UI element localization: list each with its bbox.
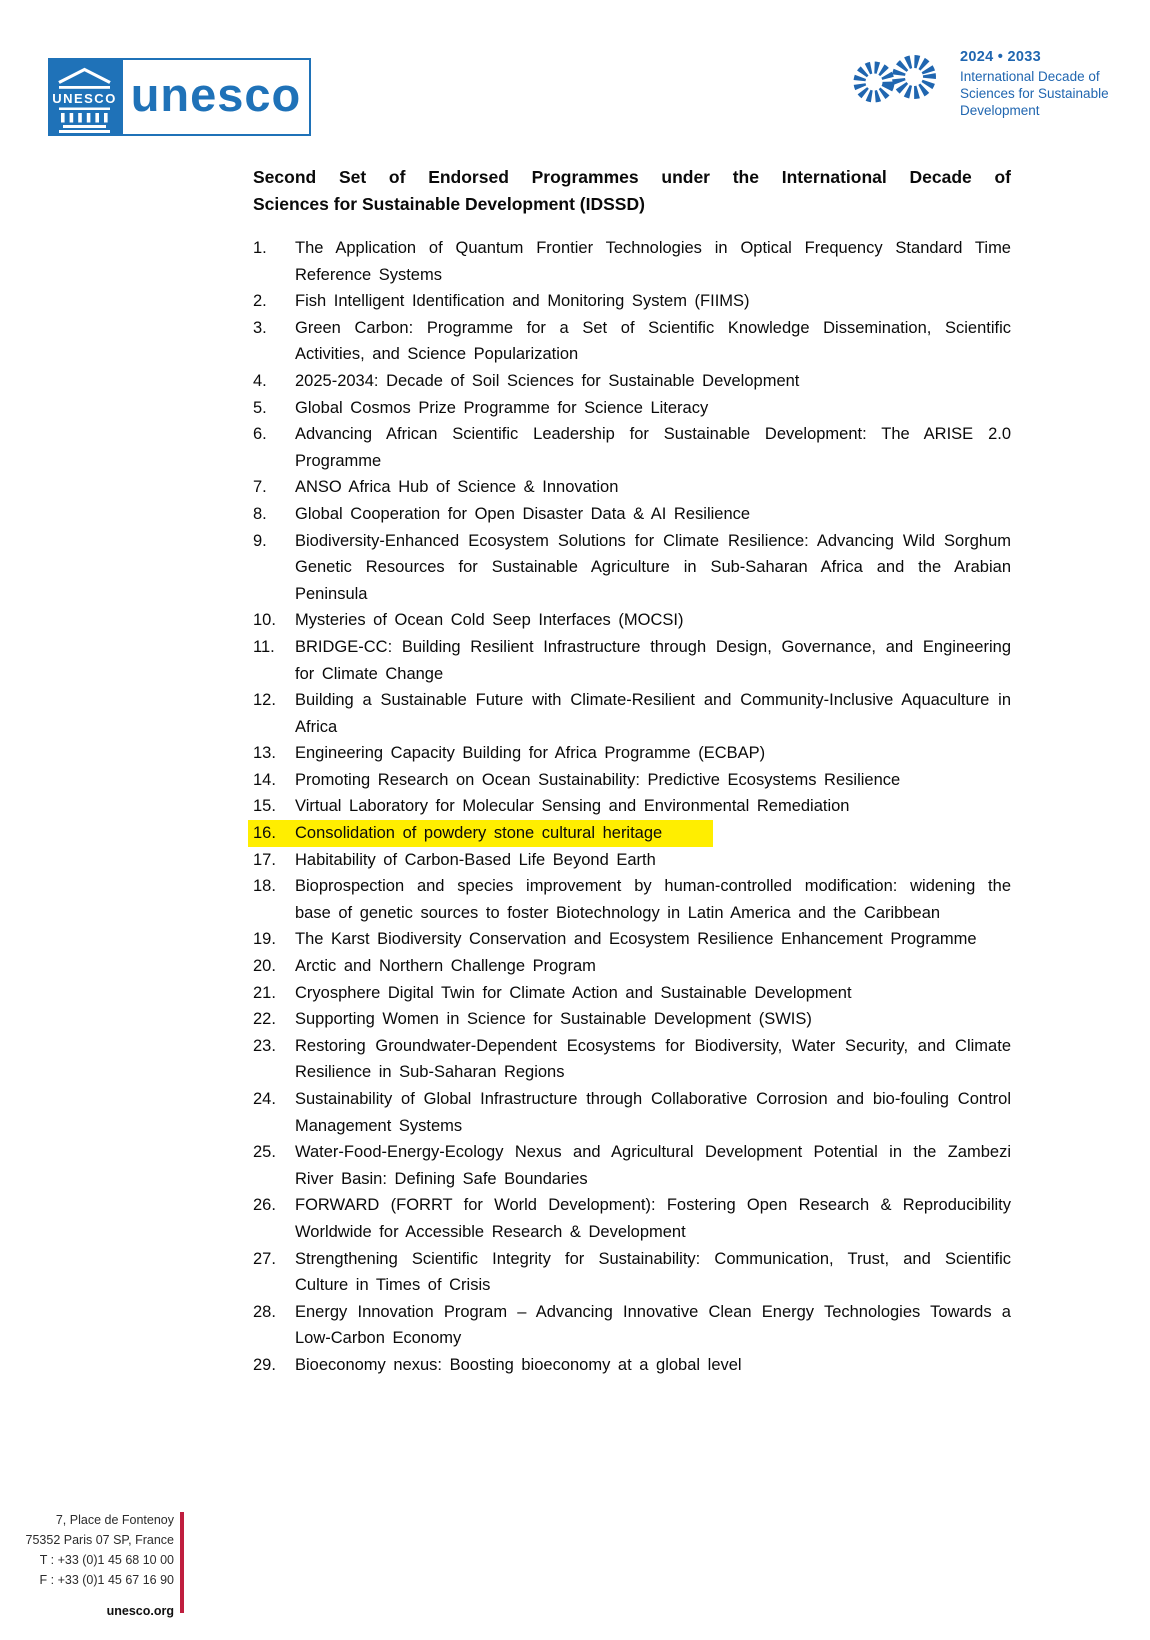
programme-number: 18. bbox=[253, 877, 276, 896]
programme-number: 29. bbox=[253, 1355, 276, 1374]
unesco-wordmark-box bbox=[121, 58, 311, 136]
programme-text: Arctic and Northern Challenge Program bbox=[295, 957, 596, 976]
programme-item bbox=[253, 368, 1011, 395]
document-body bbox=[253, 164, 1011, 1379]
programme-text: BRIDGE-CC: Building Resilient Infrastructure through Design, Governance, and Engineering for Climate Change bbox=[295, 637, 1011, 683]
footer-address-block bbox=[0, 1510, 174, 1621]
programme-item bbox=[253, 767, 1011, 794]
programme-number: 21. bbox=[253, 983, 276, 1002]
programme-number: 12. bbox=[253, 691, 276, 710]
programme-text: Green Carbon: Programme for a Set of Scientific Knowledge Dissemination, Scientific Activities, and Science Popularization bbox=[295, 318, 1011, 364]
programme-number: 19. bbox=[253, 930, 276, 949]
programme-number: 20. bbox=[253, 957, 276, 976]
programme-number: 15. bbox=[253, 797, 276, 816]
programme-item bbox=[253, 1246, 1011, 1299]
unesco-emblem-icon bbox=[48, 58, 121, 136]
programme-number: 14. bbox=[253, 770, 276, 789]
programme-number: 3. bbox=[253, 318, 267, 337]
programme-item bbox=[253, 528, 1011, 608]
programme-item bbox=[253, 847, 1011, 874]
programme-text: 2025-2034: Decade of Soil Sciences for Sustainable Development bbox=[295, 371, 800, 390]
programme-item bbox=[253, 1352, 1011, 1379]
programme-number: 1. bbox=[253, 239, 267, 257]
programme-item bbox=[253, 820, 1011, 847]
programme-text: Promoting Research on Ocean Sustainability: Predictive Ecosystems Resilience bbox=[295, 770, 901, 789]
programme-number: 5. bbox=[253, 398, 267, 417]
programme-number: 25. bbox=[253, 1143, 276, 1162]
idssd-line-1: International Decade of bbox=[960, 69, 1100, 84]
programme-text: FORWARD (FORRT for World Development): Fostering Open Research & Reproducibility Worldwide for Accessible Research & Development bbox=[295, 1196, 1011, 1241]
programme-number: 13. bbox=[253, 744, 276, 763]
programme-item bbox=[253, 1192, 1011, 1245]
programme-number: 7. bbox=[253, 478, 267, 497]
idssd-line-3: Development bbox=[960, 103, 1040, 118]
programme-item bbox=[253, 873, 1011, 926]
programme-number: 2. bbox=[253, 292, 267, 311]
programme-number: 4. bbox=[253, 371, 267, 390]
footer-fax: F : +33 (0)1 45 67 16 90 bbox=[39, 1573, 174, 1587]
programme-number: 11. bbox=[253, 637, 275, 656]
programme-item bbox=[253, 288, 1011, 315]
programme-number: 24. bbox=[253, 1090, 276, 1108]
programme-text: Supporting Women in Science for Sustainable Development (SWIS) bbox=[295, 1010, 812, 1029]
programme-text: Virtual Laboratory for Molecular Sensing and Environmental Remediation bbox=[295, 797, 850, 816]
unesco-wordmark: unesco bbox=[130, 67, 302, 121]
programme-text: Building a Sustainable Future with Climate-Resilient and Community-Inclusive Aquaculture in Africa bbox=[295, 691, 1011, 736]
programme-text: ANSO Africa Hub of Science & Innovation bbox=[295, 478, 619, 497]
programme-number: 23. bbox=[253, 1036, 276, 1055]
programme-item bbox=[253, 395, 1011, 422]
idssd-years: 2024 • 2033 bbox=[960, 49, 1041, 65]
programme-text: Mysteries of Ocean Cold Seep Interfaces (MOCSI) bbox=[295, 611, 684, 630]
programme-item bbox=[253, 740, 1011, 767]
programme-item bbox=[253, 421, 1011, 474]
programme-text: Energy Innovation Program – Advancing Innovative Clean Energy Technologies Towards a Low-Carbon Economy bbox=[295, 1302, 1011, 1348]
programme-item bbox=[253, 1299, 1011, 1352]
idssd-logo bbox=[843, 44, 1109, 119]
programme-item bbox=[253, 634, 1011, 687]
programme-text: Biodiversity-Enhanced Ecosystem Solutions for Climate Resilience: Advancing Wild Sorghum Genetic Resources for Sustainable Agriculture in Sub-Saharan Africa and the Arabian Peninsula bbox=[295, 531, 1011, 603]
programme-text: Water-Food-Energy-Ecology Nexus and Agricultural Development Potential in the Zambezi River Basin: Defining Safe Boundaries bbox=[295, 1143, 1011, 1188]
programme-number: 27. bbox=[253, 1249, 276, 1268]
programme-text: Cryosphere Digital Twin for Climate Action and Sustainable Development bbox=[295, 983, 852, 1002]
programme-text: Sustainability of Global Infrastructure through Collaborative Corrosion and bio-fouling Control Management Systems bbox=[295, 1090, 1011, 1135]
programme-item bbox=[253, 687, 1011, 740]
programme-number: 8. bbox=[253, 504, 267, 523]
programme-number: 16. bbox=[253, 824, 276, 843]
footer-website-link[interactable]: unesco.org bbox=[106, 1604, 174, 1618]
programme-text: Fish Intelligent Identification and Monitoring System (FIIMS) bbox=[295, 292, 750, 311]
programme-number: 28. bbox=[253, 1302, 276, 1321]
programme-number: 22. bbox=[253, 1010, 276, 1029]
programme-item bbox=[253, 607, 1011, 634]
programme-text: Engineering Capacity Building for Africa Programme (ECBAP) bbox=[295, 744, 766, 763]
programme-item bbox=[253, 953, 1011, 980]
programme-item bbox=[253, 501, 1011, 528]
programme-item bbox=[253, 235, 1011, 288]
idssd-logo-text bbox=[960, 44, 1109, 119]
footer-address-line-1: 7, Place de Fontenoy bbox=[55, 1513, 174, 1527]
programme-item bbox=[253, 793, 1011, 820]
programme-item bbox=[253, 926, 1011, 953]
programme-text: Bioprospection and species improvement by human-controlled modification: widening the base of genetic sources to foster Biotechnology in Latin America and the Caribbean bbox=[295, 877, 1011, 922]
programme-item bbox=[253, 1086, 1011, 1139]
programme-item bbox=[253, 474, 1011, 501]
idssd-line-2: Sciences for Sustainable bbox=[960, 86, 1109, 101]
programme-number: 17. bbox=[253, 850, 276, 869]
programme-item bbox=[253, 1006, 1011, 1033]
programme-text: Global Cosmos Prize Programme for Science Literacy bbox=[295, 398, 709, 417]
footer-address-line-2: 75352 Paris 07 SP, France bbox=[25, 1533, 174, 1547]
page-title bbox=[253, 164, 1011, 218]
svg-text:UNESCO: UNESCO bbox=[52, 91, 117, 106]
programme-item bbox=[253, 315, 1011, 368]
programme-text: Consolidation of powdery stone cultural heritage bbox=[295, 824, 663, 843]
programme-text: Advancing African Scientific Leadership for Sustainable Development: The ARISE 2.0 Programme bbox=[295, 425, 1011, 470]
programme-text: The Application of Quantum Frontier Technologies in Optical Frequency Standard Time Reference Systems bbox=[295, 239, 1011, 284]
programme-number: 10. bbox=[253, 611, 276, 630]
unesco-logo bbox=[48, 58, 311, 136]
programme-text: Habitability of Carbon-Based Life Beyond Earth bbox=[295, 850, 656, 869]
footer-phone: T : +33 (0)1 45 68 10 00 bbox=[39, 1553, 174, 1567]
programme-item bbox=[253, 1033, 1011, 1086]
programme-item bbox=[253, 1139, 1011, 1192]
idssd-infinity-icon bbox=[843, 46, 949, 114]
programme-text: Restoring Groundwater-Dependent Ecosystems for Biodiversity, Water Security, and Climate Resilience in Sub-Saharan Regions bbox=[295, 1036, 1011, 1082]
programme-item bbox=[253, 980, 1011, 1007]
programme-number: 6. bbox=[253, 425, 267, 444]
programme-text: The Karst Biodiversity Conservation and Ecosystem Resilience Enhancement Programme bbox=[295, 930, 977, 949]
page-title-line-1: Second Set of Endorsed Programmes under the International Decade of bbox=[253, 167, 1011, 187]
page-title-line-2: Sciences for Sustainable Development (IDSSD) bbox=[253, 194, 645, 214]
programme-text: Strengthening Scientific Integrity for Sustainability: Communication, Trust, and Scientific Culture in Times of Crisis bbox=[295, 1249, 1011, 1295]
programme-text: Global Cooperation for Open Disaster Data & AI Resilience bbox=[295, 504, 751, 523]
programme-number: 26. bbox=[253, 1196, 276, 1215]
footer-red-divider bbox=[180, 1512, 184, 1613]
programme-text: Bioeconomy nexus: Boosting bioeconomy at a global level bbox=[295, 1355, 742, 1374]
programme-number: 9. bbox=[253, 531, 267, 550]
programme-list bbox=[253, 235, 1011, 1379]
